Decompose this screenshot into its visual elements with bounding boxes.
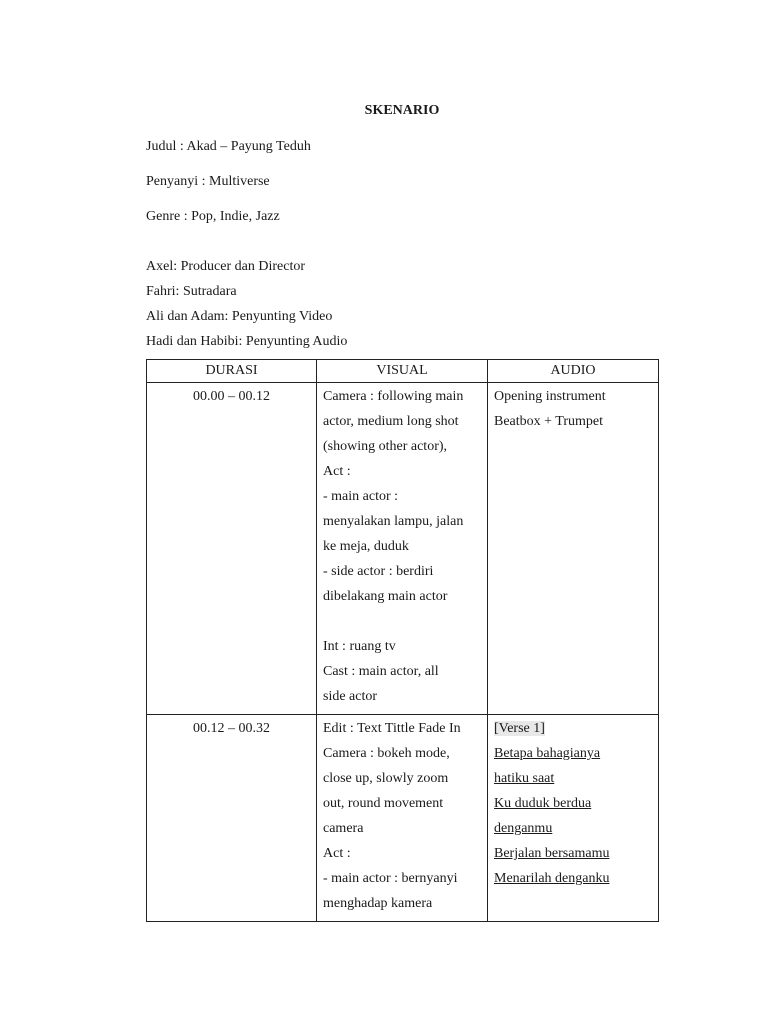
lyric-line: Betapa bahagianya (494, 746, 601, 761)
lyric-line: hatiku saat (494, 771, 555, 786)
durasi-value: 00.12 – 00.32 (193, 721, 270, 736)
visual-line: - side actor : berdiri (323, 564, 434, 579)
lyric-line: denganmu (494, 821, 553, 836)
header-visual: VISUAL (317, 360, 488, 383)
visual-line: ke meja, duduk (323, 539, 409, 554)
table-row (147, 383, 659, 715)
crew-item: Fahri: Sutradara (146, 284, 237, 299)
visual-line: Cast : main actor, all (323, 664, 439, 679)
meta-genre: Genre : Pop, Indie, Jazz (146, 209, 280, 224)
visual-line: Act : (323, 846, 351, 861)
visual-line: menyalakan lampu, jalan (323, 514, 464, 529)
meta-penyanyi: Penyanyi : Multiverse (146, 174, 270, 189)
lyric-line: Ku duduk berdua (494, 796, 592, 811)
durasi-cell (147, 715, 317, 922)
crew-item: Ali dan Adam: Penyunting Video (146, 309, 333, 324)
crew-item: Hadi dan Habibi: Penyunting Audio (146, 334, 348, 349)
table-header-row (147, 360, 659, 383)
table-row (147, 715, 659, 922)
visual-line: actor, medium long shot (323, 414, 459, 429)
audio-line: Beatbox + Trumpet (494, 414, 604, 429)
visual-line: camera (323, 821, 364, 836)
header-audio: AUDIO (488, 360, 659, 383)
visual-line: Int : ruang tv (323, 639, 396, 654)
audio-cell (488, 715, 659, 922)
verse-label: [Verse 1] (494, 721, 545, 736)
visual-line: - main actor : (323, 489, 399, 504)
audio-line: Opening instrument (494, 389, 606, 404)
meta-judul: Judul : Akad – Payung Teduh (146, 139, 311, 154)
durasi-cell (147, 383, 317, 715)
visual-cell (317, 383, 488, 715)
visual-line: menghadap kamera (323, 896, 433, 911)
visual-line: Camera : following main (323, 389, 464, 404)
visual-line: (showing other actor), (323, 439, 448, 454)
lyric-line: Berjalan bersamamu (494, 846, 610, 861)
header-durasi: DURASI (147, 360, 317, 383)
lyric-line: Menarilah denganku (494, 871, 610, 886)
crew-item: Axel: Producer dan Director (146, 259, 305, 274)
visual-line: - main actor : bernyanyi (323, 871, 458, 886)
visual-line: side actor (323, 689, 378, 704)
visual-line: out, round movement (323, 796, 444, 811)
script-table (146, 359, 659, 922)
visual-line: Camera : bokeh mode, (323, 746, 450, 761)
visual-line: Edit : Text Tittle Fade In (323, 721, 461, 736)
document-title: SKENARIO (364, 103, 440, 118)
audio-cell (488, 383, 659, 715)
durasi-value: 00.00 – 00.12 (193, 389, 270, 404)
visual-blank-line (323, 609, 481, 634)
visual-cell (317, 715, 488, 922)
visual-line: close up, slowly zoom (323, 771, 449, 786)
visual-line: dibelakang main actor (323, 589, 448, 604)
visual-line: Act : (323, 464, 351, 479)
